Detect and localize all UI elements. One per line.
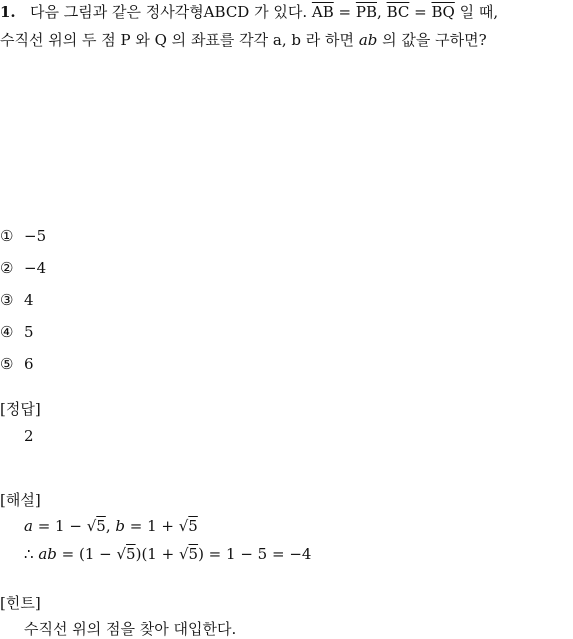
- segment-bc: $\overline{BC}$: [386, 3, 410, 21]
- choice-value-4: 5: [24, 323, 34, 341]
- radicand-3: 5: [126, 545, 136, 563]
- problem-text-2b: 의 값을 구하면?: [382, 31, 487, 49]
- segment-ab: $\overline{AB}$: [311, 3, 334, 21]
- hint-text: 수직선 위의 점을 찾아 대입한다.: [24, 620, 237, 638]
- radicand-2: 5: [188, 517, 198, 535]
- explanation-line-2: [24, 544, 311, 564]
- choice-3[interactable]: [0, 290, 34, 310]
- expr-part-2: )(1 + √: [135, 545, 189, 563]
- problem-line-2: [0, 30, 487, 50]
- answer-value: 2: [24, 427, 34, 445]
- problem-line-1: [0, 2, 498, 22]
- product-ab: ab: [358, 31, 378, 49]
- choice-value-3: 4: [24, 291, 34, 309]
- problem-text-1a: 다음 그림과 같은 정사각형ABCD 가 있다.: [29, 3, 308, 21]
- equals-sign-1: =: [338, 3, 352, 21]
- choice-mark-4: ④: [0, 323, 14, 341]
- choice-1[interactable]: [0, 226, 46, 246]
- choice-4[interactable]: [0, 322, 34, 342]
- a-expression: = 1 − √: [32, 517, 97, 535]
- explanation-line-1: [24, 516, 198, 536]
- segment-bq: $\overline{BQ}$: [431, 3, 455, 21]
- b-expression: = 1 + √: [124, 517, 189, 535]
- choice-mark-1: ①: [0, 227, 14, 245]
- expr-part-3: ) = 1 − 5 = −4: [198, 545, 312, 563]
- radicand-1: 5: [96, 517, 106, 535]
- choice-value-5: 6: [24, 355, 34, 373]
- problem-text-1b: 일 때,: [459, 3, 499, 21]
- explanation-label: [해설]: [0, 491, 41, 509]
- var-b: b: [115, 517, 125, 535]
- radicand-4: 5: [188, 545, 199, 563]
- choice-value-2: −4: [24, 259, 47, 277]
- answer-label: [정답]: [0, 400, 41, 418]
- segment-pb: $\overline{PB}$: [355, 3, 377, 21]
- choice-mark-5: ⑤: [0, 355, 14, 373]
- choice-5[interactable]: [0, 354, 34, 374]
- problem-text-2a: 수직선 위의 두 점 P 와 Q 의 좌표를 각각 a, b 라 하면: [0, 31, 355, 49]
- var-a: a: [24, 517, 33, 535]
- hint-label: [힌트]: [0, 594, 41, 612]
- expr-part-1: = (1 − √: [56, 545, 127, 563]
- choice-mark-2: ②: [0, 259, 14, 277]
- problem-number: 1.: [0, 3, 16, 21]
- choice-2[interactable]: [0, 258, 46, 278]
- product-ab-2: ab: [38, 545, 57, 563]
- comma: ,: [377, 3, 382, 21]
- choice-value-1: −5: [24, 227, 47, 245]
- separator: ,: [105, 517, 116, 535]
- equals-sign-2: =: [414, 3, 427, 21]
- choice-mark-3: ③: [0, 291, 14, 309]
- therefore-symbol: ∴: [24, 545, 34, 563]
